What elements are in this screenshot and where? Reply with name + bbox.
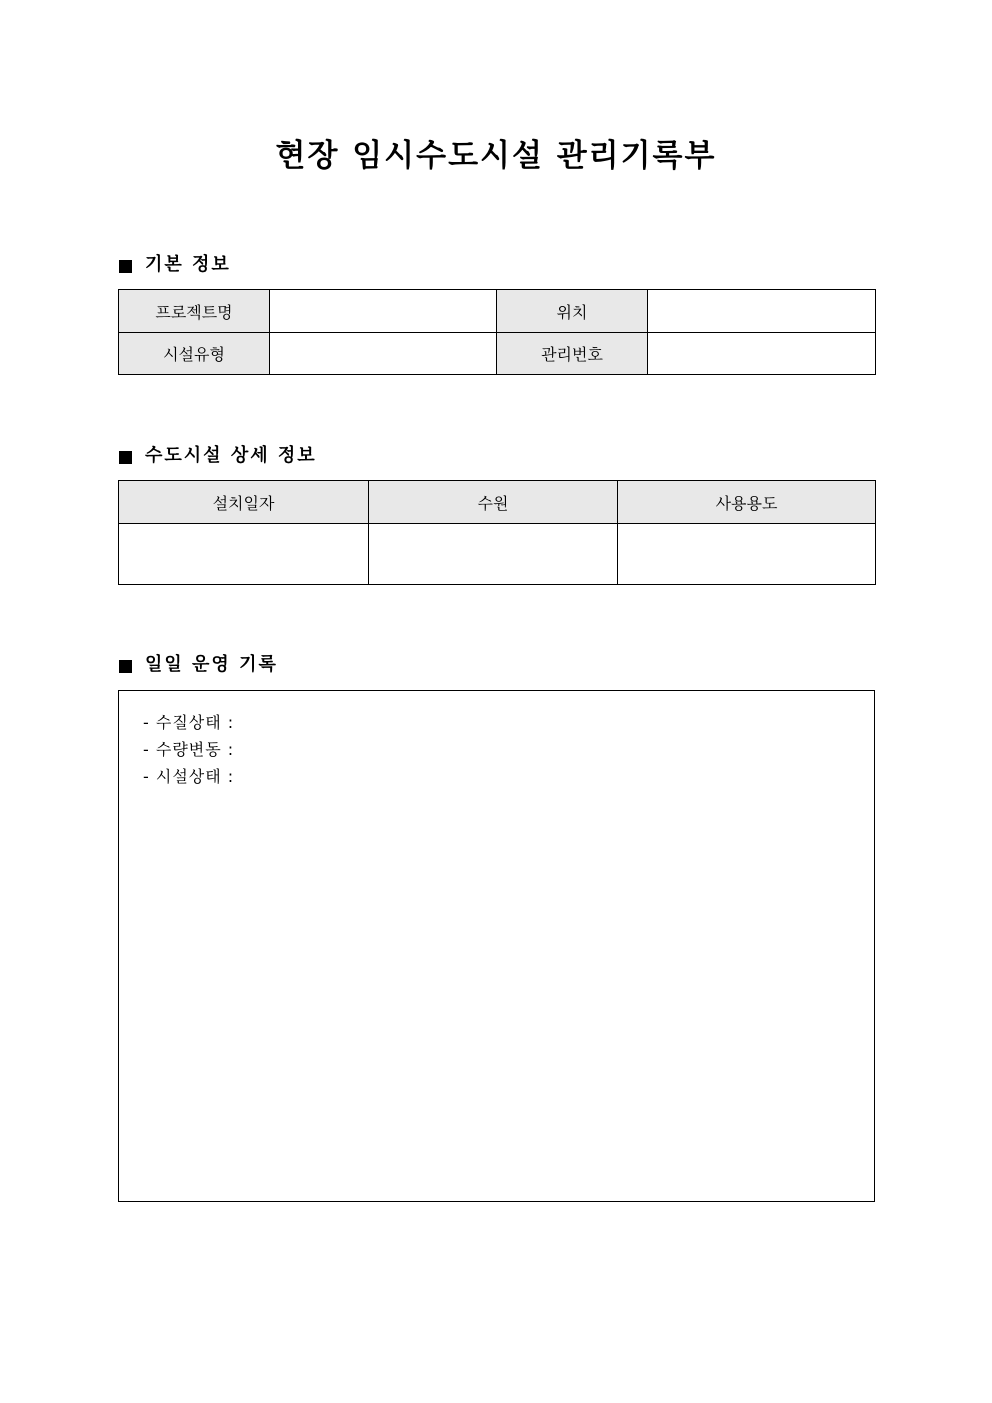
- section-heading-label: 기본 정보: [145, 254, 231, 275]
- square-bullet-icon: [119, 660, 132, 673]
- table-row: [119, 524, 876, 585]
- management-number-label: 관리번호: [497, 333, 648, 375]
- project-name-label: 프로젝트명: [119, 290, 270, 333]
- table-row: [119, 290, 876, 333]
- section-heading-facility-detail: [119, 444, 317, 468]
- daily-log-box[interactable]: [118, 690, 875, 1202]
- section-heading-basic-info: [119, 253, 231, 277]
- table-row: [119, 333, 876, 375]
- project-name-field[interactable]: [270, 290, 497, 333]
- water-source-field[interactable]: [369, 524, 618, 585]
- square-bullet-icon: [119, 260, 132, 273]
- install-date-header: 설치일자: [119, 481, 369, 524]
- section-heading-daily-log: [119, 653, 278, 677]
- facility-detail-table: [118, 480, 876, 585]
- location-field[interactable]: [648, 290, 876, 333]
- square-bullet-icon: [119, 451, 132, 464]
- section-heading-label: 일일 운영 기록: [145, 654, 278, 675]
- document-title: 현장 임시수도시설 관리기록부: [275, 138, 717, 174]
- water-volume-item: - 수량변동 :: [143, 740, 235, 759]
- management-number-field[interactable]: [648, 333, 876, 375]
- daily-log-list: [119, 691, 874, 790]
- water-source-header: 수원: [369, 481, 618, 524]
- facility-type-label: 시설유형: [119, 333, 270, 375]
- install-date-field[interactable]: [119, 524, 369, 585]
- facility-type-field[interactable]: [270, 333, 497, 375]
- table-header-row: [119, 481, 876, 524]
- usage-purpose-header: 사용용도: [618, 481, 876, 524]
- water-quality-item: - 수질상태 :: [143, 713, 235, 732]
- usage-purpose-field[interactable]: [618, 524, 876, 585]
- location-label: 위치: [497, 290, 648, 333]
- facility-status-item: - 시설상태 :: [143, 767, 235, 786]
- basic-info-table: [118, 289, 876, 375]
- section-heading-label: 수도시설 상세 정보: [145, 445, 317, 466]
